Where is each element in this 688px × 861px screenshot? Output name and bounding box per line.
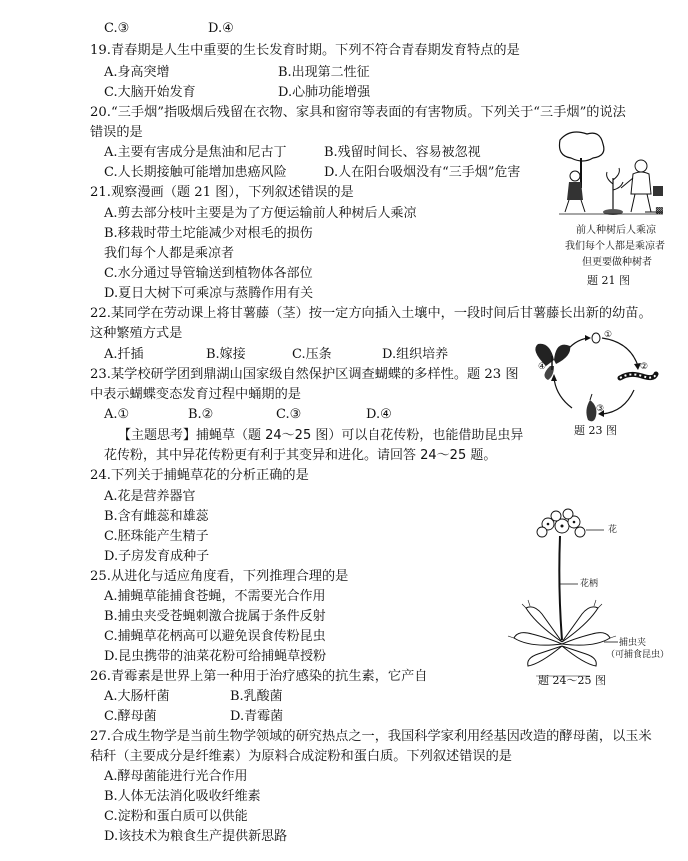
q20-option-c: C.人长期接触可能增加患癌风险: [104, 165, 287, 180]
q19-option-d: D.心肺功能增强: [278, 85, 371, 100]
q20-option-b: B.残留时间长、容易被忽视: [324, 145, 481, 160]
q27-stem-line2: 秸秆（主要成分是纤维素）为原料合成淀粉和蛋白质。下列叙述错误的是: [90, 749, 512, 764]
q24-25-flytrap-figure: [500, 508, 660, 688]
q23-option-d: D.④: [366, 407, 392, 422]
q23-stem-line1: 23.某学校研学团到鼎湖山国家级自然保护区调查蝴蝶的多样性。题 23 图: [90, 367, 519, 382]
q20-option-d: D.人在阳台吸烟没有“三手烟”危害: [324, 165, 521, 180]
q24-option-a: A.花是营养器官: [104, 489, 196, 504]
flytrap-label-trap: 捕虫夹: [619, 638, 647, 648]
q21-cartoon-text-3: 但更要做种树者: [582, 257, 652, 268]
q27-option-c: C.淀粉和蛋白质可以供能: [104, 809, 248, 824]
q23-mark-1: ①: [604, 330, 613, 340]
q23-option-a: A.①: [104, 407, 130, 422]
q24-stem: 24.下列关于捕蝇草花的分析正确的是: [90, 468, 309, 483]
q23-option-b: B.②: [188, 407, 214, 422]
flytrap-label-stalk: 花柄: [580, 579, 599, 589]
q21-option-b: B.移栽时带土坨能减少对根毛的损伤: [104, 226, 313, 241]
q24-option-c: C.胚珠能产生精子: [104, 529, 209, 544]
q19-option-c: C.大脑开始发育: [104, 85, 196, 100]
q19-option-b: B.出现第二性征: [278, 65, 370, 80]
q23-option-c: C.③: [276, 407, 302, 422]
q23-lifecycle-figure: [530, 326, 660, 426]
q21-option-c: C.水分通过导管输送到植物体各部位: [104, 266, 313, 281]
topic-line2: 花传粉，其中异花传粉更有利于其变异和进化。请回答 24～25 题。: [104, 448, 497, 463]
q21-cartoon-text-1: 前人种树后人乘凉: [576, 225, 656, 236]
q26-stem: 26.青霉素是世界上第一种用于治疗感染的抗生素，它产自: [90, 669, 428, 684]
q27-option-a: A.酵母菌能进行光合作用: [104, 769, 248, 784]
flytrap-label-flower: 花: [608, 525, 618, 535]
q21-cartoon-text-2: 我们每个人都是乘凉者: [565, 241, 665, 252]
q23-mark-4: ④: [538, 362, 547, 372]
q23-stem-line2: 中表示蝴蝶变态发育过程中蛹期的是: [90, 387, 301, 402]
q21-option-b-extra: 我们每个人都是乘凉者: [104, 246, 235, 261]
q24-option-b: B.含有雌蕊和雄蕊: [104, 509, 209, 524]
q26-option-b: B.乳酸菌: [230, 689, 283, 704]
q21-cartoon-signature-icon: ▩: [655, 206, 664, 216]
q26-option-d: D.青霉菌: [230, 709, 284, 724]
q21-stem: 21.观察漫画（题 21 图），下列叙述错误的是: [90, 185, 354, 200]
q23-mark-2: ②: [640, 362, 649, 372]
q18-option-d: D.④: [208, 21, 234, 36]
q23-mark-3: ③: [596, 404, 605, 414]
q27-stem-line1: 27.合成生物学是当前生物学领域的研究热点之一，我国科学家利用经基因改造的酵母菌，以玉米: [90, 729, 652, 744]
q27-option-d: D.该技术为粮食生产提供新思路: [104, 829, 288, 844]
q22-option-d: D.组织培养: [382, 347, 449, 362]
q21-figure-caption: 题 21 图: [587, 274, 630, 287]
q22-option-b: B.嫁接: [206, 347, 246, 362]
q20-option-a: A.主要有害成分是焦油和尼古丁: [104, 145, 287, 160]
q19-stem: 19.青春期是人生中重要的生长发育时期。下列不符合青春期发育特点的是: [90, 43, 520, 58]
q21-option-d: D.夏日大树下可乘凉与蒸腾作用有关: [104, 286, 314, 301]
q22-option-c: C.压条: [292, 347, 332, 362]
q21-option-a: A.剪去部分枝叶主要是为了方便运输前人种树后人乘凉: [104, 206, 417, 221]
q22-stem-line1: 22.某同学在劳动课上将甘薯藤（茎）按一定方向插入土壤中，一段时间后甘薯藤长出新的幼苗。: [90, 306, 652, 321]
topic-line1: 【主题思考】捕蝇草（题 24～25 图）可以自花传粉，也能借助昆虫异: [118, 428, 524, 443]
q19-option-a: A.身高突增: [104, 65, 170, 80]
flytrap-label-trap-note: （可捕食昆虫）: [606, 650, 670, 660]
q25-option-c: C.捕蝇草花柄高可以避免误食传粉昆虫: [104, 629, 326, 644]
q26-option-a: A.大肠杆菌: [104, 689, 170, 704]
q26-option-c: C.酵母菌: [104, 709, 157, 724]
q27-option-b: B.人体无法消化吸收纤维素: [104, 789, 261, 804]
q22-stem-line2: 这种繁殖方式是: [90, 326, 183, 341]
q24-25-figure-caption: 题 24～25 图: [538, 674, 606, 687]
q21-cartoon: [555, 128, 667, 218]
q25-option-b: B.捕虫夹受苍蝇刺激合拢属于条件反射: [104, 609, 326, 624]
q20-stem-line2: 错误的是: [90, 125, 143, 140]
q23-figure-caption: 题 23 图: [574, 424, 617, 437]
q25-option-a: A.捕蝇草能捕食苍蝇，不需要光合作用: [104, 589, 326, 604]
q22-option-a: A.扦插: [104, 347, 144, 362]
q20-stem-line1: 20.“三手烟”指吸烟后残留在衣物、家具和窗帘等表面的有害物质。下列关于“三手烟”的说法: [90, 105, 626, 120]
q24-option-d: D.子房发育成种子: [104, 549, 210, 564]
q25-stem: 25.从进化与适应角度看，下列推理合理的是: [90, 569, 349, 584]
q18-option-c: C.③: [104, 21, 130, 36]
q25-option-d: D.昆虫携带的油菜花粉可给捕蝇草授粉: [104, 649, 327, 664]
